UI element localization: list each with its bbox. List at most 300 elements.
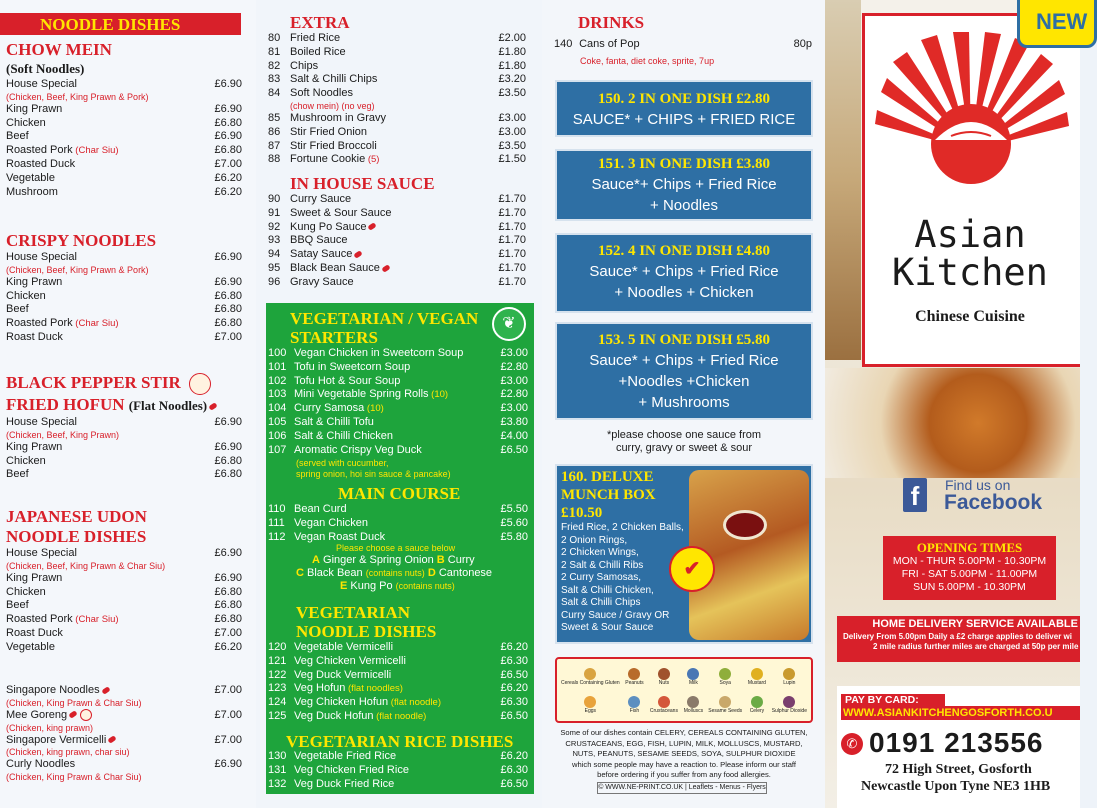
deal-151-line2: + Noodles (650, 197, 718, 214)
menu-item-name: Chicken (6, 585, 46, 598)
sauce-option-row-2 (296, 567, 492, 580)
menu-item-name-group (6, 586, 46, 600)
option-c-nuts: (contains nuts) (365, 568, 425, 578)
menu-item-number: 102 (268, 374, 287, 387)
menu-item-name: Chicken (6, 454, 46, 467)
menu-item-number: 87 (268, 139, 281, 152)
menu-item-name-group (268, 641, 393, 655)
crispy-noodles-title: CRISPY NOODLES (6, 231, 157, 250)
menu-item-row (6, 144, 242, 158)
munch-box-item: 2 Chicken Wings, (561, 547, 639, 558)
other-noodles-list (6, 684, 242, 783)
menu-item-extra: (10) (364, 403, 384, 415)
menu-item-row (6, 455, 242, 469)
menu-item-name-group (6, 455, 46, 469)
deal-153-title: 153. 5 IN ONE DISH £5.80 (597, 332, 771, 348)
rising-sun-icon (873, 32, 1069, 152)
menu-item-extra: (flat noodle) (373, 710, 427, 722)
menu-item-row (6, 172, 242, 186)
menu-item-row (268, 696, 528, 710)
menu-item-name: Chicken (6, 116, 46, 129)
sauce-choice-note-1: *please choose one sauce from (606, 429, 762, 441)
menu-item-row (268, 641, 528, 655)
menu-item-price: £6.90 (214, 251, 242, 263)
menu-item-name-group (268, 375, 400, 389)
menu-item-row (268, 361, 528, 375)
delivery-title: HOME DELIVERY SERVICE AVAILABLE (872, 618, 1078, 630)
option-c: C (296, 567, 304, 579)
menu-item-name-group (268, 655, 406, 669)
menu-item-price: £6.90 (214, 130, 242, 143)
chilli-icon (108, 735, 117, 744)
udon-list (6, 547, 242, 655)
menu-item-number: 112 (268, 530, 286, 543)
chilli-icon (101, 686, 110, 695)
menu-item-name-group (268, 778, 394, 792)
menu-item-row (268, 402, 528, 416)
menu-item-price: £1.70 (498, 220, 526, 233)
menu-item-extra: (Char Siu) (72, 318, 119, 330)
menu-item-name: House Special (6, 416, 77, 429)
phone-number[interactable]: 0191 213556 (869, 727, 1044, 758)
menu-item-price: £1.50 (498, 153, 526, 166)
menu-item-name-group (268, 60, 318, 74)
menu-item-price: £1.70 (498, 193, 526, 205)
menu-item-price: £6.80 (214, 289, 242, 302)
menu-item-price: £2.00 (498, 32, 526, 44)
menu-item-name: Roast Duck (6, 330, 63, 343)
allergen-label: Eggs (584, 708, 597, 714)
allergen-label: Cereals Containing Gluten (561, 680, 620, 686)
menu-item-name-group (268, 32, 340, 46)
menu-item-row (268, 655, 528, 669)
menu-item-name: Vegan Chicken (294, 516, 368, 529)
menu-item-name-group (6, 103, 62, 117)
black-pepper-title-line2: FRIED HOFUN (6, 395, 125, 415)
menu-item-row (6, 599, 242, 613)
menu-item-row (268, 207, 526, 221)
sauce-title (290, 174, 435, 194)
allergen-icon (719, 696, 731, 708)
menu-item-row (268, 503, 528, 517)
menu-item-number: 110 (268, 503, 286, 515)
menu-item-name-group (6, 684, 110, 698)
chef-thumbs-icon (189, 373, 211, 395)
menu-item-row (268, 750, 528, 764)
menu-item-row (268, 347, 528, 361)
allergen-item (679, 663, 709, 691)
crispy-noodles-section (6, 231, 242, 345)
menu-item-row (6, 572, 242, 586)
menu-item-number: 91 (268, 206, 281, 219)
veg-starters-title-1: VEGETARIAN / VEGAN (290, 309, 479, 328)
menu-item-name-group (268, 112, 386, 126)
menu-item-price: £1.70 (498, 234, 526, 247)
duck-note-1: (served with cucumber, (296, 458, 389, 468)
food-photo-strip (825, 0, 861, 360)
menu-item-number: 96 (268, 275, 281, 288)
menu-item-name: Singapore Noodles (6, 684, 100, 696)
chow-mein-section (6, 40, 242, 199)
deal-150-line1: SAUCE* + CHIPS + FRIED RICE (572, 111, 796, 128)
pay-by-card-label: PAY BY CARD: (841, 694, 945, 706)
veg-starters-list (268, 347, 528, 457)
main-course-title: MAIN COURSE (338, 484, 461, 503)
menu-item-name-group (6, 317, 119, 331)
menu-item-number: 124 (268, 696, 287, 709)
munch-box-price: £10.50 (561, 505, 603, 521)
delivery-line-1: Delivery From 5.00pm Daily a £2 charge applies to deliver wi (843, 632, 1072, 641)
menu-item-number: 132 (268, 777, 287, 790)
menu-item-price: £3.20 (498, 73, 526, 86)
allergy-text-line: before ordering if you suffer from any food allergies. (597, 770, 771, 779)
menu-item-number: 81 (268, 45, 281, 58)
menu-item-name-group (6, 117, 46, 131)
allergen-icon (783, 696, 795, 708)
allergen-icon (687, 668, 699, 680)
menu-item-row (6, 758, 242, 772)
menu-item-name: Roasted Pork (6, 613, 73, 626)
menu-item-name: Veg Duck Fried Rice (294, 777, 395, 790)
allergen-icon (751, 696, 763, 708)
allergy-text-line: which some people may have a reaction to. Please inform our staff (572, 759, 796, 769)
deal-152-box (555, 233, 813, 313)
munch-box-title (561, 468, 656, 522)
menu-item-name-group (268, 750, 396, 764)
allergy-text-line: NUTS, PEANUTS, SESAME SEEDS, SOYA, SULPHUR DIOXIDE (572, 749, 796, 758)
menu-item-row (268, 126, 526, 140)
udon-title-2: NOODLE DISHES (6, 527, 147, 546)
menu-item-row (6, 613, 242, 627)
menu-item-number: 121 (268, 654, 287, 667)
veg-rice-title: VEGETARIAN RICE DISHES (286, 732, 514, 751)
menu-item-price: £6.80 (214, 599, 242, 612)
chow-mein-title: CHOW MEIN (6, 40, 112, 59)
menu-item-name-group (6, 416, 77, 430)
menu-item-name: Veg Duck Hofun (294, 709, 374, 722)
menu-item-price: £3.80 (500, 415, 528, 428)
menu-item-row (268, 276, 526, 290)
menu-item-name-group (268, 764, 409, 778)
menu-item-number: 103 (268, 388, 287, 401)
option-a-text: Ginger & Spring Onion (323, 554, 434, 566)
chow-mein-subtitle: (Soft Noodles) (6, 61, 85, 76)
rising-sun-graphic (873, 32, 1069, 152)
menu-item-name-group (6, 468, 29, 482)
menu-item-number: 83 (268, 73, 281, 86)
menu-item-name-group (6, 172, 55, 186)
menu-item-name-group (268, 221, 376, 235)
menu-item-number: 94 (268, 248, 281, 261)
black-pepper-title (6, 373, 242, 395)
menu-item-name-group (268, 262, 390, 276)
menu-item-name-group (268, 140, 377, 154)
menu-item-row (268, 221, 526, 235)
menu-item-name: Beef (6, 599, 29, 612)
option-e: E (340, 580, 348, 592)
menu-item-price: £7.00 (214, 684, 242, 696)
menu-item-name: Gravy Sauce (290, 275, 354, 288)
munch-box-item: Curry Sauce / Gravy OR (561, 609, 670, 621)
allergen-icon (719, 668, 731, 680)
menu-item-row (6, 627, 242, 641)
menu-item-price: £6.80 (214, 585, 242, 598)
menu-item-row (6, 186, 242, 200)
menu-item-name-group (6, 251, 77, 265)
menu-item-name-group (268, 517, 368, 531)
allergen-icon (628, 668, 640, 680)
menu-item-name: House Special (6, 251, 77, 263)
option-e-nuts: (contains nuts) (395, 581, 455, 591)
munch-box-item: 2 Curry Samosas, (561, 572, 642, 583)
menu-item-note: (chow mein) (no veg) (290, 100, 375, 111)
allergen-icon (658, 696, 670, 708)
allergen-item (708, 691, 742, 719)
drinks-row (554, 38, 812, 50)
allergen-grid (561, 663, 807, 719)
menu-item-row (268, 375, 528, 389)
menu-item-row (268, 234, 526, 248)
cover-panel (825, 0, 1088, 808)
restaurant-name-2: Kitchen (892, 251, 1048, 294)
menu-item-row (6, 468, 242, 482)
menu-item-note: (Chicken, King Prawn & Char Siu) (6, 697, 142, 708)
menu-item-name: Mushroom (6, 185, 58, 198)
hours-fri-sat: FRI - SAT 5.00PM - 11.00PM (901, 568, 1038, 580)
menu-item-name: House Special (6, 78, 77, 90)
menu-item-price: £1.80 (498, 45, 526, 58)
menu-item-row (6, 103, 242, 117)
allergen-icon (584, 668, 596, 680)
menu-item-number: 80 (268, 32, 281, 44)
menu-item-price: £1.80 (498, 59, 526, 72)
menu-item-price: £6.20 (500, 682, 528, 695)
allergen-item (708, 663, 742, 691)
menu-item-name: Curry Samosa (294, 402, 365, 415)
flat-noodles-label: (Flat Noodles) (128, 398, 208, 414)
menu-item-name: Fried Rice (290, 32, 341, 44)
menu-item-name: Roasted Pork (6, 317, 73, 330)
drinks-number: 140 (554, 38, 573, 50)
munch-box-title-2: MUNCH BOX (561, 487, 656, 503)
choose-sauce-note: Please choose a sauce below (336, 543, 456, 553)
menu-item-price: £3.00 (498, 111, 526, 124)
drinks-note: Coke, fanta, diet coke, sprite, 7up (580, 56, 715, 66)
udon-section (6, 507, 242, 655)
menu-item-number: 100 (268, 347, 287, 359)
menu-item-name-group (268, 87, 353, 101)
menu-item-row (6, 303, 242, 317)
allergen-icon (628, 696, 640, 708)
option-d: D (427, 567, 436, 579)
menu-item-name: Fortune Cookie (290, 153, 366, 166)
allergen-item (772, 663, 807, 691)
vegan-leaf-icon: ❦ (492, 307, 526, 341)
allergen-icon (751, 668, 763, 680)
menu-item-note: (Chicken, king prawn, char siu) (6, 747, 130, 758)
menu-item-price: £5.50 (500, 503, 528, 515)
allergen-chart (555, 657, 813, 723)
menu-item-extra: (flat noodles) (345, 683, 403, 695)
menu-item-name-group (6, 78, 77, 92)
menu-item-row (6, 441, 242, 455)
find-us-label: Find us on (945, 477, 1011, 493)
menu-item-price: £1.70 (498, 248, 526, 261)
menu-item-name-group (268, 193, 351, 207)
option-b: B (436, 554, 445, 566)
menu-item-name-group (6, 613, 119, 627)
munch-box-item: Fried Rice, 2 Chicken Balls, (561, 522, 684, 533)
menu-item-name: Tofu Hot & Sour Soup (294, 374, 401, 387)
menu-item-name: Roast Duck (6, 626, 63, 639)
menu-item-row (268, 682, 528, 696)
menu-item-name: Singapore Vermicelli (6, 733, 107, 746)
menu-item-name-group (6, 547, 77, 561)
menu-item-name-group (6, 758, 75, 772)
menu-item-row (268, 517, 528, 531)
menu-item-price: £6.20 (500, 641, 528, 653)
menu-item-name: Beef (6, 130, 29, 143)
website-link[interactable]: WWW.ASIANKITCHENGOSFORTH.CO.U (841, 706, 1080, 720)
allergen-item (561, 663, 620, 691)
menu-item-price: £2.80 (500, 388, 528, 401)
menu-item-price: £6.20 (214, 185, 242, 198)
black-pepper-title-2 (6, 395, 242, 416)
menu-item-name: Bean Curd (294, 503, 347, 515)
allergen-icon (658, 668, 670, 680)
menu-item-row (268, 778, 528, 792)
option-e-text: Kung Po (350, 580, 393, 592)
menu-item-price: £6.90 (214, 416, 242, 429)
menu-item-name: King Prawn (6, 275, 63, 288)
menu-item-price: £7.00 (214, 157, 242, 170)
menu-item-number: 88 (268, 153, 281, 166)
menu-item-name-group (6, 641, 55, 655)
option-b-text: Curry (447, 554, 475, 566)
menu-item-name-group (268, 388, 448, 402)
allergen-item (620, 691, 650, 719)
main-course-list (268, 503, 528, 544)
option-d-text: Cantonese (438, 567, 493, 579)
allergy-text-line: CRUSTACEANS, EGG, FISH, LUPIN, MILK, MOLLUSCS, MUSTARD, (565, 738, 803, 748)
sauce-option-row-3 (340, 580, 455, 593)
veg-starters-title (290, 309, 478, 347)
menu-item-name: Satay Sauce (290, 248, 353, 261)
menu-item-number: 111 (268, 516, 285, 529)
chow-mein-list (6, 78, 242, 199)
menu-item-price: £6.90 (214, 78, 242, 90)
address-line-2: Newcastle Upon Tyne NE3 1HB (861, 779, 1051, 794)
menu-item-price: £1.70 (498, 206, 526, 219)
extra-title (290, 13, 350, 33)
menu-item-row (268, 764, 528, 778)
allergen-icon (783, 668, 795, 680)
menu-item-price: £7.00 (214, 330, 242, 343)
menu-item-name-group (268, 696, 441, 710)
menu-item-name: Veg Hofun (294, 682, 346, 695)
new-badge: NEW (1017, 0, 1097, 48)
menu-item-name: Roasted Pork (6, 144, 73, 157)
sauce-option-row-1 (312, 554, 475, 567)
menu-item-price: £6.50 (500, 709, 528, 722)
allergen-label: Sulphur Dioxide (771, 708, 807, 714)
menu-item-number: 120 (268, 641, 287, 653)
menu-item-price: £6.90 (214, 758, 242, 771)
deal-151-title: 151. 3 IN ONE DISH £3.80 (597, 156, 771, 172)
menu-item-row (268, 388, 528, 402)
menu-item-price: £6.80 (214, 468, 242, 481)
menu-item-name: Mini Vegetable Spring Rolls (294, 388, 429, 401)
munch-box-item: Salt & Chilli Chicken, (561, 584, 654, 596)
hours-mon-thur: MON - THUR 5.00PM - 10.30PM (892, 555, 1047, 567)
delivery-box (837, 616, 1080, 662)
drinks-name: Cans of Pop (579, 38, 640, 50)
black-pepper-section (6, 373, 242, 482)
menu-item-name-group (268, 669, 391, 683)
facebook-link[interactable]: Facebook (944, 491, 1043, 514)
extra-list (268, 32, 526, 167)
vegetarian-panel (266, 303, 534, 794)
menu-item-name: Sweet & Sour Sauce (290, 206, 392, 219)
menu-item-name-group (268, 682, 403, 696)
duck-note-2: spring onion, hoi sin sauce & pancake) (296, 469, 451, 479)
menu-item-name-group (6, 303, 29, 317)
menu-item-name: Veg Duck Vermicelli (294, 668, 392, 681)
thumbs-up-icon: ✔ (669, 546, 715, 592)
veg-noodle-title-1: VEGETARIAN (296, 603, 410, 622)
menu-item-name: Black Bean Sauce (290, 261, 380, 274)
munch-box-title-1: 160. DELUXE (561, 469, 654, 485)
sauce-choice-note (555, 429, 813, 455)
option-c-text: Black Bean (307, 567, 363, 579)
menu-item-row (268, 262, 526, 276)
allergen-label: Celery (749, 708, 765, 714)
munch-box-contents (561, 522, 684, 635)
menu-item-price: £6.20 (214, 640, 242, 653)
menu-item-row (6, 276, 242, 290)
sauce-pot-image (723, 510, 767, 540)
menu-item-price: £6.30 (500, 696, 528, 709)
menu-item-price: £6.90 (214, 102, 242, 115)
noodle-dishes-title: NOODLE DISHES (40, 15, 181, 34)
menu-item-price: £6.80 (214, 317, 242, 330)
menu-item-number: 92 (268, 220, 281, 233)
menu-item-row (268, 140, 526, 154)
deal-152-line1: Sauce* + Chips + Fried Rice (589, 263, 779, 280)
facebook-icon[interactable]: f (903, 478, 927, 512)
menu-item-price: £6.20 (500, 750, 528, 762)
menu-item-price: £6.50 (500, 443, 528, 456)
menu-item-name-group (6, 627, 63, 641)
menu-item-price: £2.80 (500, 360, 528, 373)
menu-item-name: Mee Goreng (6, 708, 68, 721)
menu-item-name: King Prawn (6, 571, 63, 584)
menu-item-name: Vegetable Fried Rice (294, 750, 397, 762)
munch-box-item: 2 Onion Rings, (561, 534, 628, 546)
menu-item-price: £3.50 (498, 139, 526, 152)
menu-item-number: 106 (268, 429, 287, 442)
menu-item-name-group (6, 441, 62, 455)
menu-item-name-group (6, 599, 29, 613)
menu-item-note: (Chicken, Beef, King Prawn) (6, 429, 120, 440)
menu-item-name-group (268, 430, 393, 444)
deal-152-title: 152. 4 IN ONE DISH £4.80 (597, 243, 771, 259)
allergen-item (649, 663, 679, 691)
menu-item-price: £3.50 (498, 87, 526, 100)
deal-153-line3: + Mushrooms (638, 394, 730, 411)
menu-item-name: Curry Sauce (290, 193, 352, 205)
allergen-label: Nuts (658, 680, 670, 686)
